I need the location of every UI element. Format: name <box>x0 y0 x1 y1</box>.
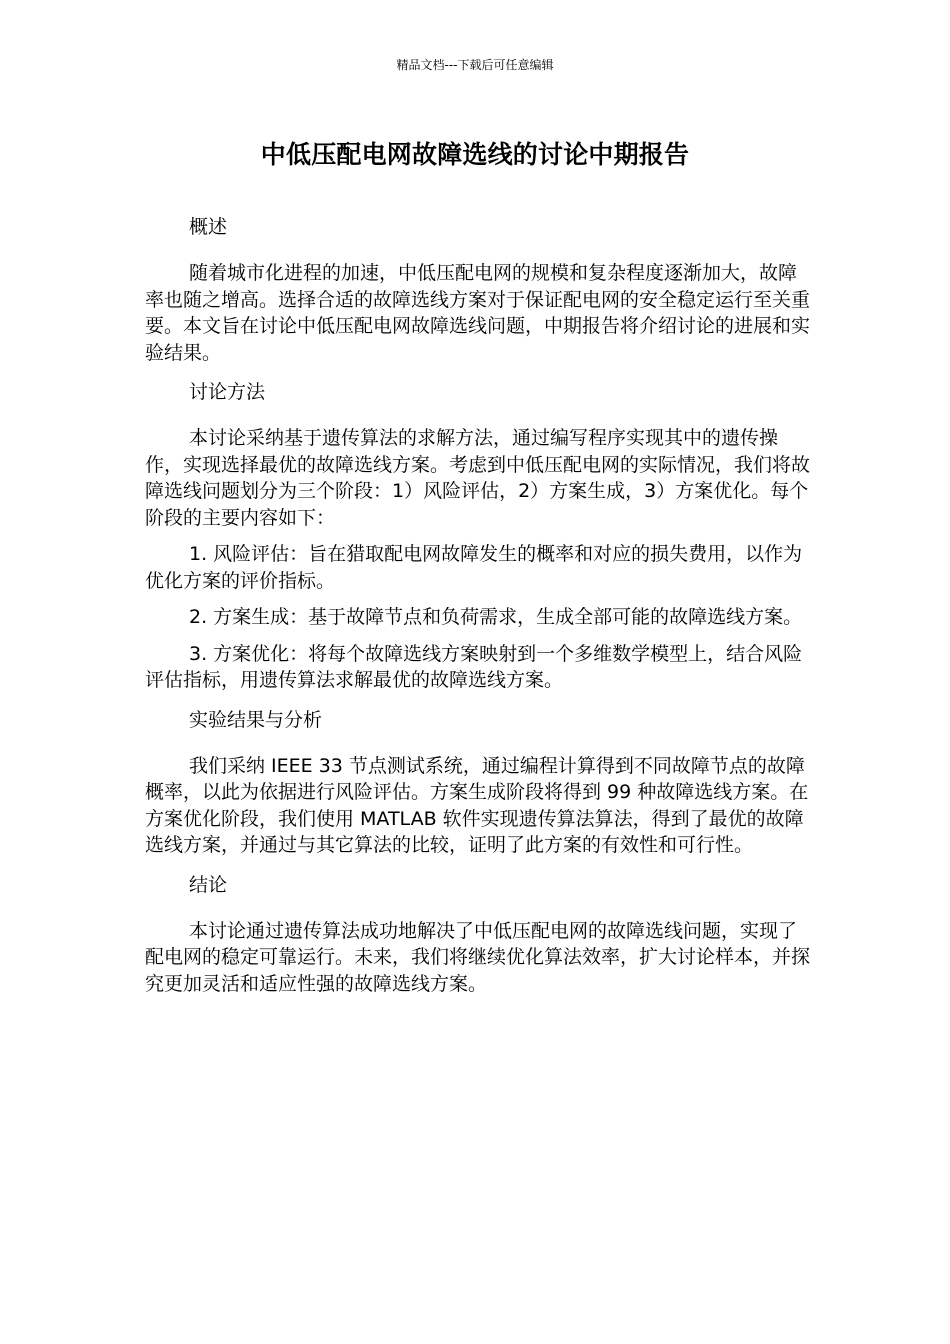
paragraph-conclusion: 本讨论通过遗传算法成功地解决了中低压配电网的故障选线问题，实现了配电网的稳定可靠运行。未来，我们将继续优化算法效率，扩大讨论样本，并探究更加灵活和适应性强的故障选线方案。 <box>145 919 811 995</box>
section-heading-overview: 概述 <box>189 216 228 238</box>
paragraph-method: 本讨论采纳基于遗传算法的求解方法，通过编写程序实现其中的遗传操作，实现选择最优的故障选线方案。考虑到中低压配电网的实际情况，我们将故障选线问题划分为三个阶段：1）风险评估，2）方案生成，3）方案优化。每个阶段的主要内容如下： <box>145 427 811 529</box>
document-body <box>145 211 813 1007</box>
section-heading-method: 讨论方法 <box>189 381 266 403</box>
method-step-3: 3. 方案优化：将每个故障选线方案映射到一个多维数学模型上，结合风险评估指标，用遗传算法求解最优的故障选线方案。 <box>145 642 803 691</box>
section-heading-results: 实验结果与分析 <box>189 708 323 731</box>
section-heading-conclusion: 结论 <box>189 873 228 896</box>
method-step-2: 2. 方案生成：基于故障节点和负荷需求，生成全部可能的故障选线方案。 <box>189 606 803 628</box>
method-step-1: 1. 风险评估：旨在猎取配电网故障发生的概率和对应的损失费用，以作为优化方案的评价指标。 <box>145 543 803 592</box>
paragraph-overview: 随着城市化进程的加速，中低压配电网的规模和复杂程度逐渐加大，故障率也随之增高。选择合适的故障选线方案对于保证配电网的安全稳定运行至关重要。本文旨在讨论中低压配电网故障选线问题，中期报告将介绍讨论的进展和实验结果。 <box>145 262 811 364</box>
page-header: 精品文档---下载后可任意编辑 <box>396 58 554 72</box>
document-title: 中低压配电网故障选线的讨论中期报告 <box>260 140 690 169</box>
paragraph-results: 我们采纳 IEEE 33 节点测试系统，通过编程计算得到不同故障节点的故障概率，以此为依据进行风险评估。方案生成阶段将得到 99 种故障选线方案。在方案优化阶段，我们使用 MATLAB 软件实现遗传算法算法，得到了最优的故障选线方案，并通过与其它算法的比较，证明了此方案的有效性和可行性。 <box>145 754 809 856</box>
